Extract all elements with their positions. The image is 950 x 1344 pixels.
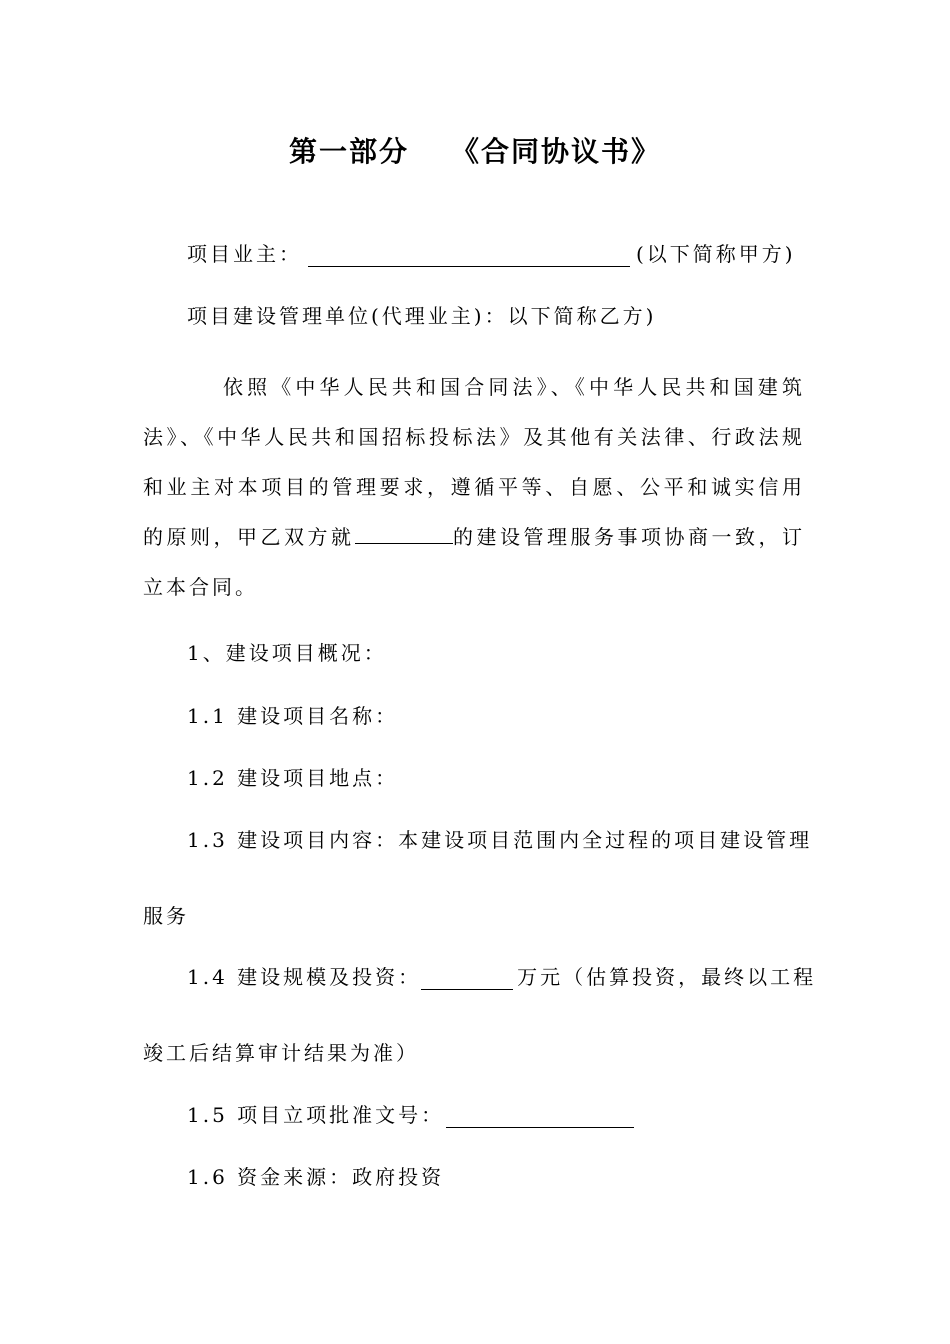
- owner-label: 项目业主：: [187, 242, 302, 266]
- section-1-4-continued: 竣工后结算审计结果为准）: [143, 1041, 419, 1065]
- section-1-6-label: 1.6 资金来源：政府投资: [187, 1165, 445, 1189]
- section-1-5: [187, 1099, 634, 1128]
- section-1: [187, 637, 387, 666]
- section-1-3-text: 1.3 建设项目内容：本建设项目范围内全过程的项目建设管理: [187, 828, 813, 852]
- section-1-4-line2: [143, 1037, 419, 1066]
- section-1-label: 1、建设项目概况：: [187, 641, 387, 665]
- section-1-3-line1: [187, 824, 812, 853]
- section-1-2-label: 1.2 建设项目地点：: [187, 766, 399, 790]
- section-1-4-prefix: 1.4 建设规模及投资：: [187, 965, 422, 989]
- manager-line: [187, 300, 656, 329]
- section-1-3-line2: [143, 900, 189, 929]
- owner-line: [187, 238, 796, 267]
- intro-part1: 依照《中华人民共和国合同法》、《中华人民共和国建筑法》、《中华人民共和国招标投标法》及其他有关法律、行政法规和业主对本项目的管理要求，遵循平等、自愿、公平和诚实信用的原则，甲乙双方就: [143, 375, 805, 549]
- section-1-1-label: 1.1 建设项目名称：: [187, 704, 399, 728]
- intro-paragraph: [143, 362, 805, 612]
- approval-number-blank: [446, 1107, 634, 1128]
- owner-blank: [308, 246, 630, 267]
- section-1-3-continued: 服务: [143, 904, 189, 928]
- section-1-4-line1: [187, 961, 816, 990]
- project-name-blank: [355, 523, 453, 544]
- section-1-2: [187, 762, 398, 791]
- section-1-5-label: 1.5 项目立项批准文号：: [187, 1103, 445, 1127]
- investment-blank: [421, 969, 513, 990]
- title-name: 《合同协议书》: [451, 135, 662, 168]
- manager-label: 项目建设管理单位(代理业主)：以下简称乙方): [187, 304, 657, 328]
- section-1-1: [187, 700, 398, 729]
- intro-part2: 的建设管理服务事项协商一致，订立本合同。: [143, 525, 805, 599]
- title-part: 第一部分: [288, 135, 409, 168]
- page-title: [0, 130, 950, 170]
- section-1-4-suffix: 万元（估算投资，最终以工程: [517, 965, 817, 989]
- owner-suffix: (以下简称甲方): [636, 242, 796, 266]
- section-1-6: [187, 1161, 444, 1190]
